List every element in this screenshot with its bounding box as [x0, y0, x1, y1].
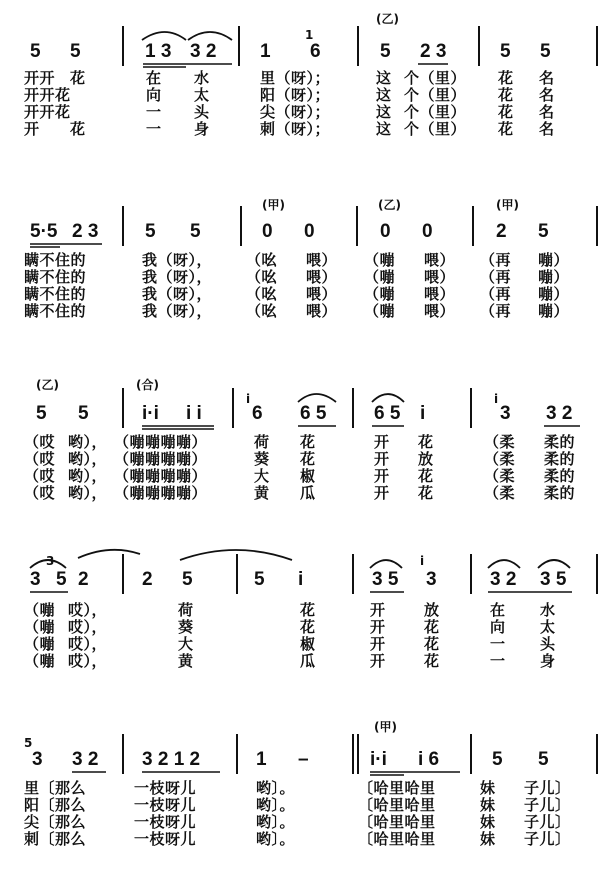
lyric-syllable: 个（里）	[404, 120, 467, 138]
lyric-syllable: 哟），	[68, 450, 108, 468]
note: 5	[56, 569, 67, 590]
note: 3 2 1 2	[142, 749, 201, 770]
lyric-syllable: 喂）	[424, 268, 456, 286]
lyric-syllable: 黄	[254, 484, 270, 502]
lyric-syllable: 大	[254, 467, 270, 485]
lyric-syllable: 个（里）	[404, 69, 467, 87]
lyric-syllable: 〔哈里哈里	[358, 830, 436, 848]
lyric-syllable: 向	[490, 618, 506, 636]
slur-marks	[0, 0, 608, 160]
lyric-syllable: 妹	[480, 796, 496, 814]
lyric-syllable: （哎	[24, 484, 56, 502]
slur-marks	[0, 540, 608, 690]
note: 5	[538, 749, 549, 770]
underline-marks	[0, 190, 608, 340]
note: i 6	[418, 749, 440, 770]
lyric-syllable: 我（呀），	[142, 268, 213, 286]
lyric-syllable: 花	[424, 635, 440, 653]
lyric-syllable: （吆	[246, 268, 278, 286]
section-marker: (甲)	[496, 198, 519, 212]
note: 0	[380, 221, 391, 242]
section-marker: (乙)	[378, 198, 401, 212]
note: 1 3	[145, 41, 172, 62]
lyric-syllable: 喂）	[306, 268, 338, 286]
lyric-syllable: 尖（呀）；	[260, 103, 331, 121]
lyric-syllable: 哟〕。	[256, 796, 296, 814]
lyric-syllable: 哟），	[68, 433, 108, 451]
lyric-syllable: 开	[370, 618, 386, 636]
lyric-syllable: 大	[178, 635, 194, 653]
lyric-syllable: 水	[540, 601, 556, 619]
lyric-syllable: 哟〕。	[256, 813, 296, 831]
lyric-syllable: 哎），	[68, 601, 108, 619]
lyric-syllable: 哟〕。	[256, 830, 296, 848]
lyric-syllable: 柔的	[544, 484, 576, 502]
lyric-syllable: 这	[376, 120, 392, 138]
lyric-syllable: 瞒不住的	[24, 302, 87, 320]
lyric-syllable: 一枝呀儿	[134, 796, 197, 814]
lyric-syllable: 阳〔那么	[24, 796, 87, 814]
note: 5	[78, 403, 89, 424]
lyric-syllable: 喂）	[306, 302, 338, 320]
lyric-syllable: 在	[490, 601, 506, 619]
lyric-syllable: 开	[24, 120, 40, 138]
lyric-syllable: 里（呀）；	[260, 69, 331, 87]
note: 3 2	[546, 403, 573, 424]
note: i i	[186, 403, 202, 424]
lyric-syllable: 椒	[300, 467, 316, 485]
lyric-syllable: 瞒不住的	[24, 268, 87, 286]
lyric-syllable: （嘣嘣嘣嘣）	[114, 484, 208, 502]
note: 5	[190, 221, 201, 242]
note: 3	[426, 569, 437, 590]
note: i·i	[142, 403, 159, 424]
note: 3 2	[190, 41, 217, 62]
lyric-syllable: （嘣	[364, 251, 396, 269]
grace-note: i	[420, 554, 425, 568]
lyric-syllable: 喂）	[424, 251, 456, 269]
lyric-syllable: 喂）	[424, 285, 456, 303]
lyric-syllable: 喂）	[424, 302, 456, 320]
lyric-syllable: （哎	[24, 433, 56, 451]
lyric-syllable: 〔哈里哈里	[358, 779, 436, 797]
lyric-syllable: 子儿〕	[524, 813, 571, 831]
note: 5	[492, 749, 503, 770]
note: 3 2	[490, 569, 517, 590]
note: 3	[30, 569, 41, 590]
lyric-syllable: 〔哈里哈里	[358, 796, 436, 814]
note: 3 5	[372, 569, 399, 590]
note: 1	[260, 41, 271, 62]
lyric-syllable: 花	[418, 484, 434, 502]
lyric-syllable: 子儿〕	[524, 830, 571, 848]
note: 6	[310, 41, 321, 62]
lyric-syllable: 〔哈里哈里	[358, 813, 436, 831]
lyric-syllable: 花	[300, 601, 316, 619]
note: 5	[254, 569, 265, 590]
lyric-syllable: 开	[374, 450, 390, 468]
lyric-syllable: 嘣）	[538, 302, 570, 320]
lyric-syllable: 一	[146, 120, 162, 138]
lyric-syllable: 花	[498, 86, 514, 104]
lyric-syllable: （嘣	[24, 618, 56, 636]
section-marker: (乙)	[36, 378, 59, 392]
lyric-syllable: （嘣	[24, 652, 56, 670]
lyric-syllable: 椒	[300, 635, 316, 653]
lyric-syllable: 哎），	[68, 618, 108, 636]
note: 5	[36, 403, 47, 424]
lyric-syllable: 开	[374, 484, 390, 502]
lyric-syllable: （再	[480, 268, 512, 286]
lyric-syllable: 妹	[480, 813, 496, 831]
lyric-syllable: 花	[300, 450, 316, 468]
system-3	[0, 370, 608, 520]
note: 3 2	[72, 749, 99, 770]
lyric-syllable: 葵	[254, 450, 270, 468]
lyric-syllable: 这	[376, 69, 392, 87]
note: 2	[496, 221, 507, 242]
lyric-syllable: 哟〕。	[256, 779, 296, 797]
lyric-syllable: 向	[146, 86, 162, 104]
note: 0	[422, 221, 433, 242]
lyric-syllable: 名	[539, 86, 555, 104]
lyric-syllable: 太	[194, 86, 210, 104]
lyric-syllable: 身	[194, 120, 210, 138]
lyric-syllable: 刺（呀）；	[260, 120, 331, 138]
lyric-syllable: 开开花	[24, 103, 71, 121]
note: 0	[304, 221, 315, 242]
note: 2	[142, 569, 153, 590]
note: 5	[30, 41, 41, 62]
lyric-syllable: 瞒不住的	[24, 285, 87, 303]
note: 5	[540, 41, 551, 62]
lyric-syllable: （嘣	[24, 601, 56, 619]
lyric-syllable: 哟），	[68, 484, 108, 502]
lyric-syllable: 开	[370, 635, 386, 653]
lyric-syllable: 放	[424, 601, 440, 619]
system-1	[0, 0, 608, 160]
lyric-syllable: 太	[540, 618, 556, 636]
lyric-syllable: 个（里）	[404, 103, 467, 121]
lyric-syllable: 一枝呀儿	[134, 779, 197, 797]
lyric-syllable: （柔	[484, 450, 516, 468]
lyric-syllable: 在	[146, 69, 162, 87]
note: 3	[500, 403, 511, 424]
lyric-syllable: （嘣	[364, 268, 396, 286]
lyric-syllable: 一枝呀儿	[134, 813, 197, 831]
grace-note: 1	[305, 28, 314, 42]
lyric-syllable: 一	[490, 652, 506, 670]
lyric-syllable: 名	[539, 103, 555, 121]
note: 6	[252, 403, 263, 424]
section-marker: (乙)	[376, 12, 399, 26]
section-marker: (甲)	[262, 198, 285, 212]
note: 5	[145, 221, 156, 242]
lyric-syllable: 头	[540, 635, 556, 653]
lyric-syllable: 柔的	[544, 450, 576, 468]
lyric-syllable: 开	[370, 601, 386, 619]
note: 5	[538, 221, 549, 242]
lyric-syllable: 名	[539, 69, 555, 87]
lyric-syllable: （嘣嘣嘣嘣）	[114, 467, 208, 485]
lyric-syllable: 放	[418, 450, 434, 468]
lyric-syllable: 花	[424, 652, 440, 670]
lyric-syllable: 柔的	[544, 433, 576, 451]
lyric-syllable: 荷	[178, 601, 194, 619]
lyric-syllable: 花	[418, 433, 434, 451]
lyric-syllable: 花	[70, 120, 86, 138]
system-4	[0, 540, 608, 690]
system-2	[0, 190, 608, 340]
underline-marks	[0, 712, 608, 870]
lyric-syllable: 阳（呀）；	[260, 86, 331, 104]
grace-note: 5	[24, 736, 33, 750]
slur-marks	[0, 370, 608, 520]
lyric-syllable: 子儿〕	[524, 796, 571, 814]
lyric-syllable: 子儿〕	[524, 779, 571, 797]
lyric-syllable: 水	[194, 69, 210, 87]
system-5	[0, 712, 608, 870]
lyric-syllable: （柔	[484, 467, 516, 485]
note: 3 5	[540, 569, 567, 590]
lyric-syllable: 名	[539, 120, 555, 138]
lyric-syllable: （吆	[246, 251, 278, 269]
lyric-syllable: 葵	[178, 618, 194, 636]
lyric-syllable: 喂）	[306, 251, 338, 269]
grace-note: i	[494, 392, 499, 406]
note: 5·5	[30, 221, 58, 242]
lyric-syllable: （再	[480, 285, 512, 303]
lyric-syllable: 开开花	[24, 86, 71, 104]
grace-note: i	[246, 392, 251, 406]
lyric-syllable: 哎），	[68, 635, 108, 653]
lyric-syllable: （嘣嘣嘣嘣）	[114, 433, 208, 451]
lyric-syllable: 瓜	[300, 652, 316, 670]
lyric-syllable: （哎	[24, 450, 56, 468]
lyric-syllable: 哎），	[68, 652, 108, 670]
lyric-syllable: （嘣	[24, 635, 56, 653]
lyric-syllable: 我（呀），	[142, 285, 213, 303]
note: i·i	[370, 749, 387, 770]
lyric-syllable: 一	[490, 635, 506, 653]
lyric-syllable: 嘣）	[538, 251, 570, 269]
note: 5	[70, 41, 81, 62]
lyric-syllable: 荷	[254, 433, 270, 451]
note: 6 5	[374, 403, 401, 424]
lyric-syllable: 嘣）	[538, 268, 570, 286]
lyric-syllable: 我（呀），	[142, 302, 213, 320]
note: 0	[262, 221, 273, 242]
note: 5	[182, 569, 193, 590]
lyric-syllable: 花	[300, 618, 316, 636]
lyric-syllable: 哟），	[68, 467, 108, 485]
lyric-syllable: 身	[540, 652, 556, 670]
lyric-syllable: 妹	[480, 830, 496, 848]
lyric-syllable: 开开	[24, 69, 56, 87]
lyric-syllable: （嘣嘣嘣嘣）	[114, 450, 208, 468]
note: 2 3	[420, 41, 447, 62]
lyric-syllable: 开	[374, 467, 390, 485]
lyric-syllable: （吆	[246, 302, 278, 320]
lyric-syllable: 喂）	[306, 285, 338, 303]
lyric-syllable: 柔的	[544, 467, 576, 485]
lyric-syllable: 开	[370, 652, 386, 670]
lyric-syllable: 开	[374, 433, 390, 451]
lyric-syllable: （哎	[24, 467, 56, 485]
note: i	[420, 403, 426, 424]
lyric-syllable: （柔	[484, 433, 516, 451]
lyric-syllable: 一枝呀儿	[134, 830, 197, 848]
lyric-syllable: 花	[418, 467, 434, 485]
lyric-syllable: 嘣）	[538, 285, 570, 303]
note: –	[298, 749, 309, 770]
lyric-syllable: 这	[376, 86, 392, 104]
note: 3	[32, 749, 43, 770]
lyric-syllable: 里〔那么	[24, 779, 87, 797]
note: 1	[256, 749, 267, 770]
section-marker: (甲)	[374, 720, 397, 734]
lyric-syllable: （再	[480, 251, 512, 269]
note: 2 3	[72, 221, 99, 242]
note: 6 5	[300, 403, 327, 424]
note: 2	[78, 569, 89, 590]
lyric-syllable: 瞒不住的	[24, 251, 87, 269]
lyric-syllable: 花	[300, 433, 316, 451]
lyric-syllable: 花	[498, 103, 514, 121]
lyric-syllable: （嘣	[364, 302, 396, 320]
lyric-syllable: 花	[70, 69, 86, 87]
lyric-syllable: （吆	[246, 285, 278, 303]
note: 5	[380, 41, 391, 62]
lyric-syllable: （再	[480, 302, 512, 320]
note: i	[298, 569, 304, 590]
lyric-syllable: 我（呀），	[142, 251, 213, 269]
lyric-syllable: 尖〔那么	[24, 813, 87, 831]
lyric-syllable: （柔	[484, 484, 516, 502]
lyric-syllable: 妹	[480, 779, 496, 797]
lyric-syllable: 花	[424, 618, 440, 636]
lyric-syllable: 瓜	[300, 484, 316, 502]
section-marker: (合)	[136, 378, 159, 392]
lyric-syllable: （嘣	[364, 285, 396, 303]
note: 5	[500, 41, 511, 62]
lyric-syllable: 头	[194, 103, 210, 121]
lyric-syllable: 花	[498, 120, 514, 138]
lyric-syllable: 个（里）	[404, 86, 467, 104]
grace-note: 3	[46, 554, 55, 568]
lyric-syllable: 花	[498, 69, 514, 87]
lyric-syllable: 这	[376, 103, 392, 121]
lyric-syllable: 黄	[178, 652, 194, 670]
lyric-syllable: 一	[146, 103, 162, 121]
lyric-syllable: 刺〔那么	[24, 830, 87, 848]
